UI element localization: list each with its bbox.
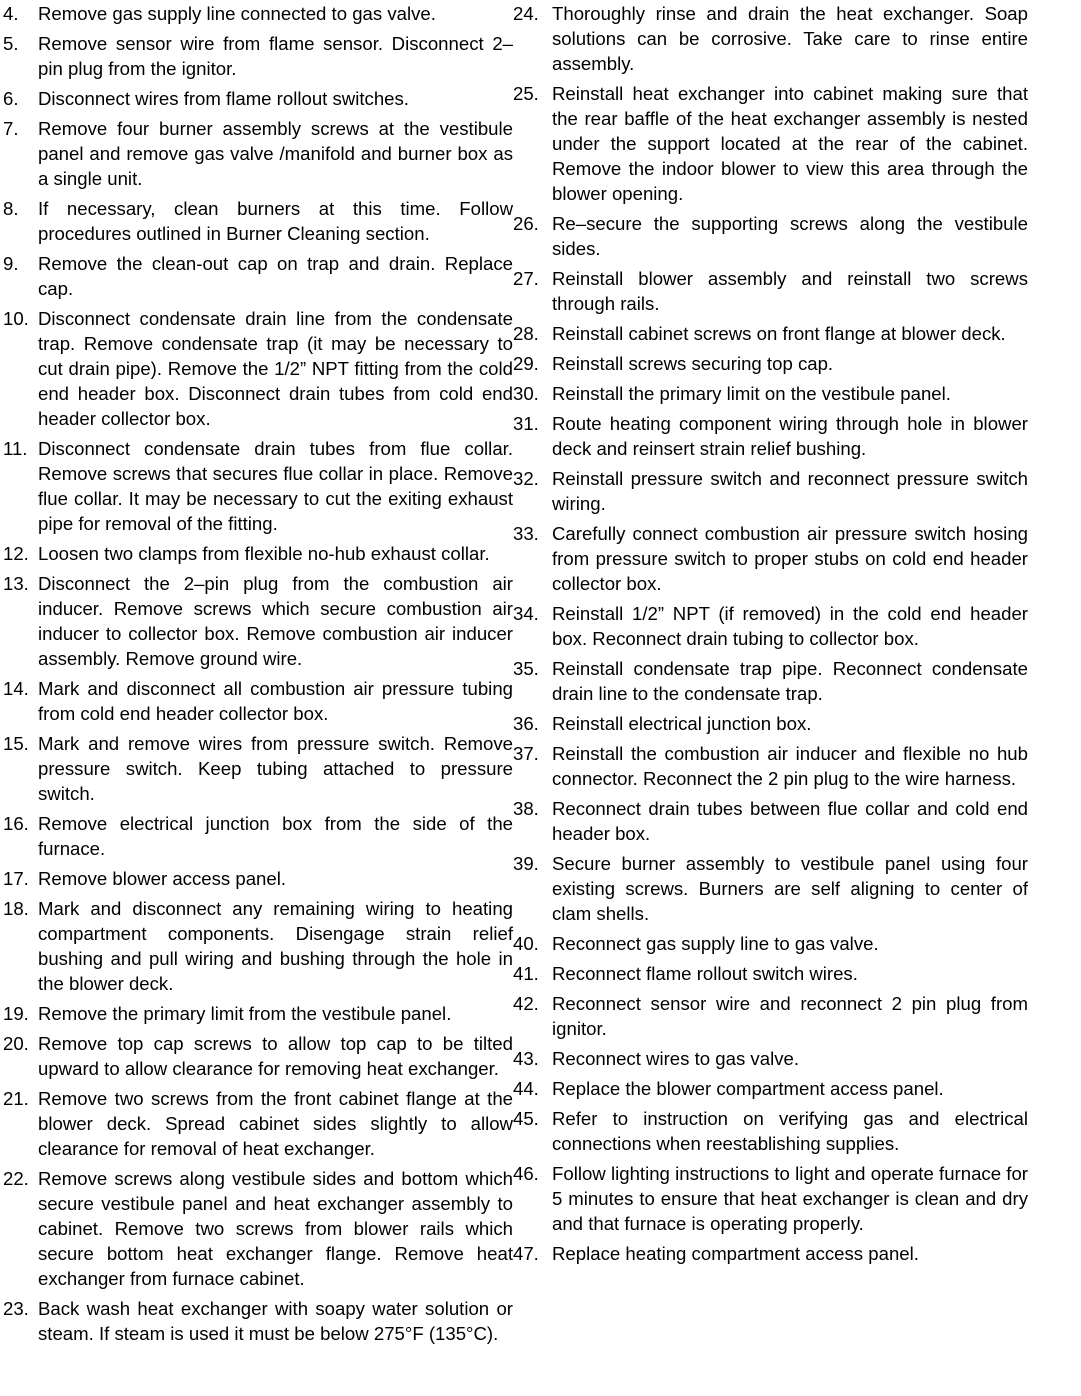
list-item <box>513 381 1028 406</box>
list-item <box>3 1001 513 1026</box>
list-item-number: 20. <box>3 1033 29 1054</box>
list-item-text: Disconnect the 2–pin plug from the combustion air inducer. Remove screws which secure combustion air inducer to collector box. Remove combustion air inducer assembly. Remove ground wire. <box>38 573 513 669</box>
list-item-number: 6. <box>3 88 19 109</box>
list-item-number: 35. <box>513 658 539 679</box>
list-item <box>3 896 513 996</box>
list-item <box>3 1086 513 1161</box>
list-item-text: Reinstall electrical junction box. <box>552 713 812 734</box>
list-item-number: 18. <box>3 898 29 919</box>
list-item-number: 8. <box>3 198 19 219</box>
list-item <box>513 1046 1028 1071</box>
list-item-number: 24. <box>513 3 539 24</box>
list-item-number: 15. <box>3 733 29 754</box>
list-item-number: 47. <box>513 1243 539 1264</box>
list-item <box>3 1031 513 1081</box>
list-item-number: 39. <box>513 853 539 874</box>
instruction-column-left <box>3 1 513 1351</box>
list-item-number: 17. <box>3 868 29 889</box>
list-item <box>513 1076 1028 1101</box>
list-item <box>3 731 513 806</box>
list-item-number: 22. <box>3 1168 29 1189</box>
list-item-number: 43. <box>513 1048 539 1069</box>
list-item-text: Reinstall the primary limit on the vestibule panel. <box>552 383 951 404</box>
list-item <box>3 541 513 566</box>
list-item-text: Remove screws along vestibule sides and bottom which secure vestibule panel and heat exchanger assembly to cabinet. Remove two screws from blower rails which secure bottom heat exchanger flange. Remove heat exchanger from furnace cabinet. <box>38 1168 513 1289</box>
list-item-number: 10. <box>3 308 29 329</box>
list-item-text: Remove four burner assembly screws at the vestibule panel and remove gas valve /manifold and burner box as a single unit. <box>38 118 513 189</box>
list-item-text: Thoroughly rinse and drain the heat exchanger. Soap solutions can be corrosive. Take care to rinse entire assembly. <box>552 3 1028 74</box>
list-item-number: 38. <box>513 798 539 819</box>
list-item-number: 46. <box>513 1163 539 1184</box>
list-item-number: 12. <box>3 543 29 564</box>
list-item-text: Secure burner assembly to vestibule panel using four existing screws. Burners are self aligning to center of clam shells. <box>552 853 1028 924</box>
list-item <box>3 116 513 191</box>
list-item-number: 13. <box>3 573 29 594</box>
list-item-text: Mark and disconnect any remaining wiring to heating compartment components. Disengage strain relief bushing and pull wiring and bushing through the hole in the blower deck. <box>38 898 513 994</box>
list-item <box>3 676 513 726</box>
list-item <box>513 1106 1028 1156</box>
list-item <box>513 211 1028 261</box>
list-item <box>513 931 1028 956</box>
list-item <box>513 741 1028 791</box>
list-item <box>3 31 513 81</box>
list-item-number: 33. <box>513 523 539 544</box>
list-item-text: Reconnect gas supply line to gas valve. <box>552 933 879 954</box>
list-item-text: Remove sensor wire from flame sensor. Disconnect 2–pin plug from the ignitor. <box>38 33 513 79</box>
list-item-number: 25. <box>513 83 539 104</box>
list-item-number: 9. <box>3 253 19 274</box>
instruction-column-right <box>513 1 1028 1351</box>
list-item-text: Disconnect condensate drain line from the condensate trap. Remove condensate trap (it may be necessary to cut drain pipe). Remove the 1/2” NPT fitting from the cold end header box. Disconnect drain tubes from cold end header collector box. <box>38 308 513 429</box>
list-item <box>3 196 513 246</box>
list-item <box>513 851 1028 926</box>
list-item <box>3 436 513 536</box>
list-item-text: Remove top cap screws to allow top cap to be tilted upward to allow clearance for removing heat exchanger. <box>38 1033 513 1079</box>
list-item-number: 30. <box>513 383 539 404</box>
list-item-text: Reinstall blower assembly and reinstall two screws through rails. <box>552 268 1028 314</box>
list-item-number: 31. <box>513 413 539 434</box>
list-item-text: Mark and remove wires from pressure switch. Remove pressure switch. Keep tubing attached to pressure switch. <box>38 733 513 804</box>
list-item <box>513 711 1028 736</box>
list-item <box>513 601 1028 651</box>
list-item <box>3 866 513 891</box>
list-item <box>513 1 1028 76</box>
list-item <box>3 811 513 861</box>
list-item-number: 21. <box>3 1088 29 1109</box>
list-item <box>513 266 1028 316</box>
list-item-text: Remove the primary limit from the vestibule panel. <box>38 1003 452 1024</box>
list-item-text: Reconnect wires to gas valve. <box>552 1048 800 1069</box>
list-item-number: 29. <box>513 353 539 374</box>
list-item <box>513 796 1028 846</box>
list-item <box>513 81 1028 206</box>
list-item-number: 26. <box>513 213 539 234</box>
list-item <box>3 306 513 431</box>
list-item <box>3 86 513 111</box>
list-item-text: Route heating component wiring through hole in blower deck and reinsert strain relief bushing. <box>552 413 1028 459</box>
list-item-number: 32. <box>513 468 539 489</box>
list-item-number: 5. <box>3 33 19 54</box>
list-item-text: Disconnect condensate drain tubes from flue collar. Remove screws that secures flue collar in place. Remove flue collar. It may be necessary to cut the exiting exhaust pipe for removal of the fitting. <box>38 438 513 534</box>
list-item <box>513 411 1028 461</box>
list-item <box>513 351 1028 376</box>
list-item-text: Reinstall pressure switch and reconnect pressure switch wiring. <box>552 468 1028 514</box>
list-item-number: 14. <box>3 678 29 699</box>
list-item <box>513 466 1028 516</box>
list-item-number: 23. <box>3 1298 29 1319</box>
list-item-text: Replace the blower compartment access panel. <box>552 1078 944 1099</box>
list-item-text: Reinstall screws securing top cap. <box>552 353 834 374</box>
list-item <box>513 321 1028 346</box>
list-item-number: 28. <box>513 323 539 344</box>
list-item-text: Reinstall the combustion air inducer and flexible no hub connector. Reconnect the 2 pin plug to the wire harness. <box>552 743 1028 789</box>
list-item-number: 37. <box>513 743 539 764</box>
list-item-text: Replace heating compartment access panel. <box>552 1243 919 1264</box>
list-item <box>513 1161 1028 1236</box>
list-item <box>513 991 1028 1041</box>
list-item <box>3 1296 513 1346</box>
list-item-number: 7. <box>3 118 19 139</box>
list-item-text: Follow lighting instructions to light and operate furnace for 5 minutes to ensure that heat exchanger is clean and dry and that furnace is operating properly. <box>552 1163 1028 1234</box>
list-item-number: 16. <box>3 813 29 834</box>
list-item-text: Reinstall 1/2” NPT (if removed) in the cold end header box. Reconnect drain tubing to collector box. <box>552 603 1028 649</box>
list-item-number: 36. <box>513 713 539 734</box>
list-item-text: Remove blower access panel. <box>38 868 287 889</box>
list-item-text: Remove gas supply line connected to gas valve. <box>38 3 436 24</box>
list-item-text: Loosen two clamps from flexible no-hub exhaust collar. <box>38 543 490 564</box>
list-item-text: Refer to instruction on verifying gas and electrical connections when reestablishing supplies. <box>552 1108 1028 1154</box>
list-item-text: Reinstall heat exchanger into cabinet making sure that the rear baffle of the heat exchanger assembly is nested under the support located at the rear of the cabinet. Remove the indoor blower to view this area through the blower opening. <box>552 83 1028 204</box>
list-item-text: Remove two screws from the front cabinet flange at the blower deck. Spread cabinet sides slightly to allow clearance for removal of heat exchanger. <box>38 1088 513 1159</box>
list-item-number: 44. <box>513 1078 539 1099</box>
list-item-text: Reconnect drain tubes between flue collar and cold end header box. <box>552 798 1028 844</box>
list-item-text: Disconnect wires from flame rollout switches. <box>38 88 409 109</box>
list-item <box>3 1 513 26</box>
list-item-text: Reinstall condensate trap pipe. Reconnect condensate drain line to the condensate trap. <box>552 658 1028 704</box>
list-item-text: If necessary, clean burners at this time. Follow procedures outlined in Burner Cleaning section. <box>38 198 513 244</box>
list-item-text: Reinstall cabinet screws on front flange at blower deck. <box>552 323 1006 344</box>
list-item <box>513 1241 1028 1266</box>
list-item-text: Back wash heat exchanger with soapy water solution or steam. If steam is used it must be below 275°F (135°C). <box>38 1298 513 1344</box>
list-item-text: Mark and disconnect all combustion air pressure tubing from cold end header collector box. <box>38 678 513 724</box>
list-item-text: Remove electrical junction box from the side of the furnace. <box>38 813 513 859</box>
list-item <box>513 521 1028 596</box>
list-item-number: 4. <box>3 3 19 24</box>
list-item <box>3 1166 513 1291</box>
list-item-number: 34. <box>513 603 539 624</box>
list-item <box>513 656 1028 706</box>
list-item-number: 27. <box>513 268 539 289</box>
list-item-number: 45. <box>513 1108 539 1129</box>
list-item-text: Re–secure the supporting screws along the vestibule sides. <box>552 213 1028 259</box>
list-item-text: Reconnect flame rollout switch wires. <box>552 963 858 984</box>
list-item-number: 42. <box>513 993 539 1014</box>
list-item <box>3 251 513 301</box>
list-item-text: Reconnect sensor wire and reconnect 2 pin plug from ignitor. <box>552 993 1028 1039</box>
list-item-number: 11. <box>3 438 28 459</box>
list-item-number: 19. <box>3 1003 29 1024</box>
list-item-text: Carefully connect combustion air pressure switch hosing from pressure switch to proper stubs on cold end header collector box. <box>552 523 1028 594</box>
list-item-number: 40. <box>513 933 539 954</box>
list-item <box>3 571 513 671</box>
list-item-number: 41. <box>513 963 539 984</box>
list-item-text: Remove the clean-out cap on trap and drain. Replace cap. <box>38 253 513 299</box>
list-item <box>513 961 1028 986</box>
